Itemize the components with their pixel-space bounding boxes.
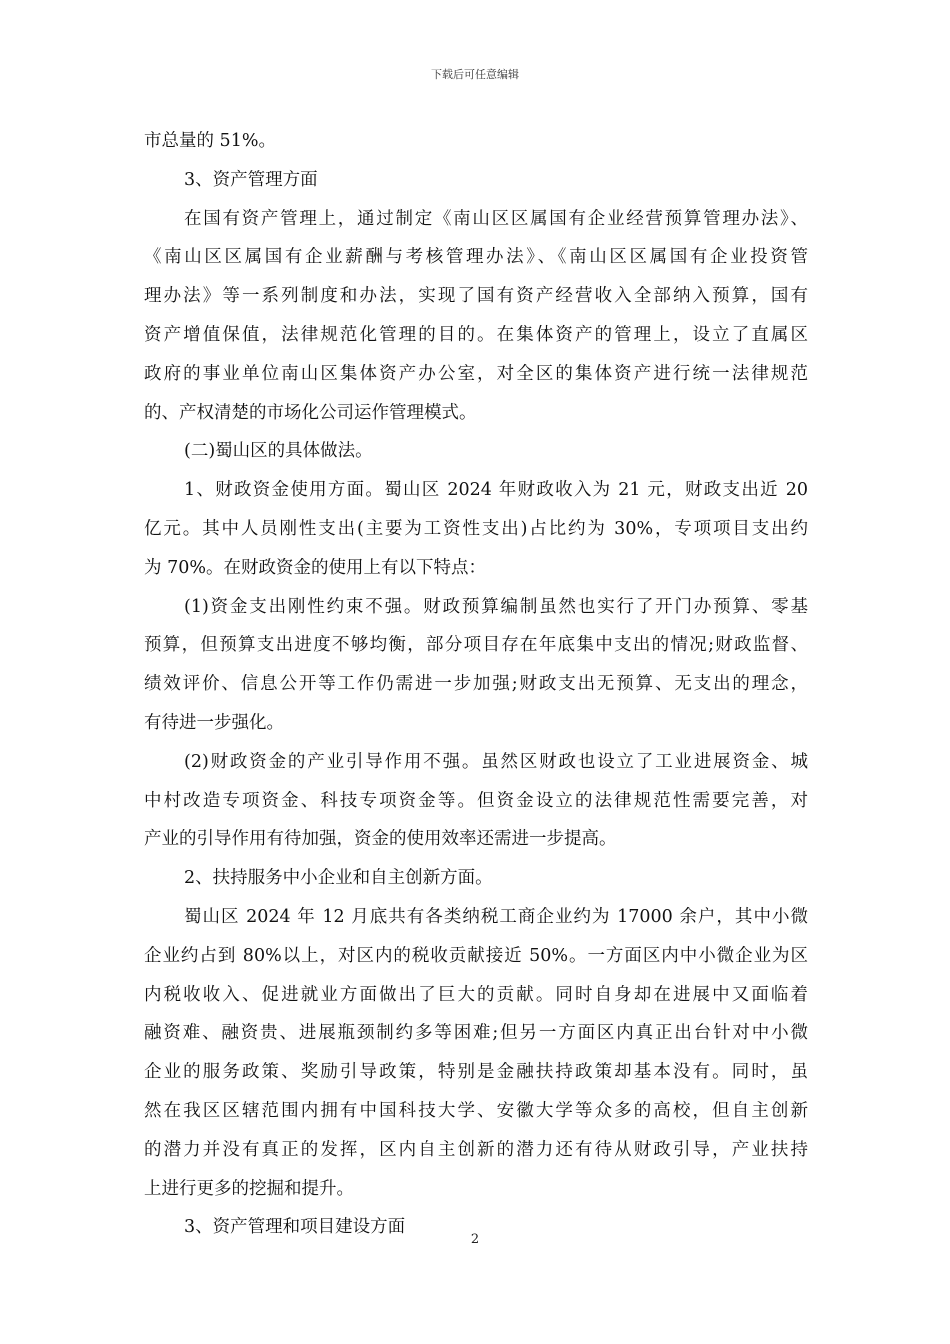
text-line: 然在我区区辖范围内拥有中国科技大学、安徽大学等众多的高校，但自主创新	[144, 1100, 808, 1121]
text-line: 预算，但预算支出进度不够均衡，部分项目存在年底集中支出的情况;财政监督、	[144, 635, 808, 656]
text-line: 理办法》等一系列制度和办法，实现了国有资产经营收入全部纳入预算，国有	[144, 286, 808, 307]
text-line: 绩效评价、信息公开等工作仍需进一步加强;财政支出无预算、无支出的理念，	[144, 674, 808, 695]
text-line: 中村改造专项资金、科技专项资金等。但资金设立的法律规范性需要完善，对	[144, 790, 808, 811]
text-line: 企业约占到 80%以上，对区内的税收贡献接近 50%。一方面区内中小微企业为区	[144, 945, 808, 966]
text-line: (2)财政资金的产业引导作用不强。虽然区财政也设立了工业进展资金、城	[184, 751, 808, 772]
text-line: 市总量的 51%。	[144, 131, 276, 151]
text-line: 为 70%。在财政资金的使用上有以下特点：	[144, 557, 486, 578]
text-line: 的、产权清楚的市场化公司运作管理模式。	[144, 402, 477, 423]
text-line: 产业的引导作用有待加强，资金的使用效率还需进一步提高。	[144, 829, 617, 850]
text-line: 蜀山区 2024 年 12 月底共有各类纳税工商企业约为 17000 余户，其中小微	[184, 906, 808, 927]
page-number: 2	[470, 1232, 480, 1247]
page-header: 下载后可任意编辑	[431, 68, 519, 81]
text-line: 上进行更多的挖掘和提升。	[144, 1178, 354, 1199]
text-line: (1)资金支出刚性约束不强。财政预算编制虽然也实行了开门办预算、零基	[184, 596, 808, 617]
text-line: 政府的事业单位南山区集体资产办公室，对全区的集体资产进行统一法律规范	[144, 363, 808, 384]
text-line: 在国有资产管理上，通过制定《南山区区属国有企业经营预算管理办法》、	[184, 208, 808, 229]
text-line: 3、资产管理方面	[184, 169, 318, 190]
text-line: (二)蜀山区的具体做法。	[184, 441, 373, 462]
text-line: 亿元。其中人员刚性支出(主要为工资性支出)占比约为 30%，专项项目支出约	[144, 518, 808, 539]
text-line: 企业的服务政策、奖励引导政策，特别是金融扶持政策却基本没有。同时，虽	[144, 1062, 808, 1083]
text-line: 有待进一步强化。	[144, 712, 284, 733]
text-line: 内税收收入、促进就业方面做出了巨大的贡献。同时自身却在进展中又面临着	[144, 984, 808, 1005]
text-line: 3、资产管理和项目建设方面	[184, 1217, 406, 1238]
text-line: 《南山区区属国有企业薪酬与考核管理办法》、《南山区区属国有企业投资管	[144, 247, 808, 268]
text-line: 的潜力并没有真正的发挥，区内自主创新的潜力还有待从财政引导，产业扶持	[144, 1139, 808, 1160]
body-text	[144, 122, 808, 1247]
text-line: 1、财政资金使用方面。蜀山区 2024 年财政收入为 21 元，财政支出近 20	[184, 480, 808, 501]
text-line: 资产增值保值，法律规范化管理的目的。在集体资产的管理上，设立了直属区	[144, 324, 808, 345]
text-line: 融资难、融资贵、进展瓶颈制约多等困难;但另一方面区内真正出台针对中小微	[144, 1023, 808, 1044]
text-line: 2、扶持服务中小企业和自主创新方面。	[184, 868, 493, 889]
